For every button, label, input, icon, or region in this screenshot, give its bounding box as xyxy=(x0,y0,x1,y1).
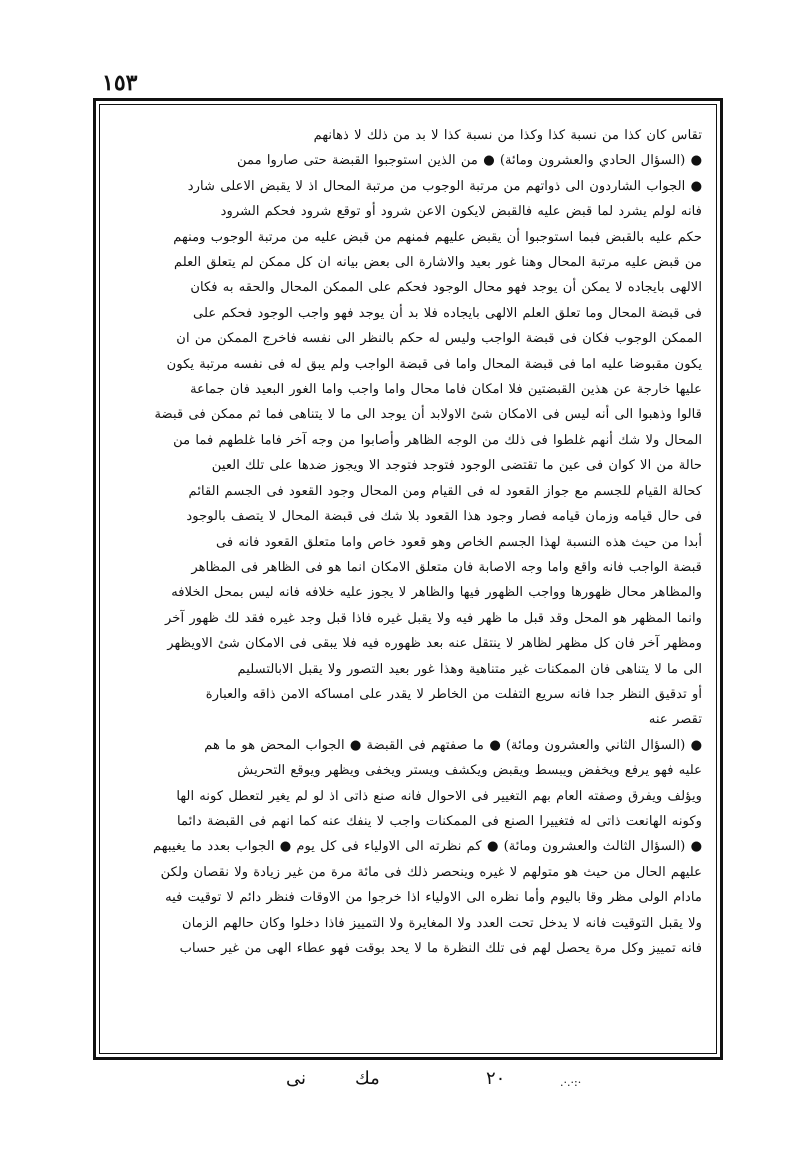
text-line: عليهم الحال من حيث هو متولهم لا غيره وينحصر ذلك فى مائة مرة من غير زيادة ولا نقصان ولكن xyxy=(160,864,702,880)
text-line: ويؤلف ويفرق وصفته العام بهم التغيير فى الاحوال فانه صنع ذاتى اذ لو لم يغير لتعطل كونه الها xyxy=(176,788,702,804)
text-line: من قبض عليه مرتبة المحال وهنا غور بعيد والاشارة الى بعض بيانه ان كل ممكن لم يتعلق العلم xyxy=(173,255,702,271)
text-line: الى ما لا يتناهى فان الممكنات غير متناهية وهذا غور بعيد التصور ولا يقبل الابالتسليم xyxy=(237,661,702,677)
text-line: فى قبضة المحال وما تعلق العلم الالهى بايجاده فلا بد أن يوجد فهو واجب الوجود فحكم على xyxy=(193,305,702,321)
text-block xyxy=(114,123,702,1043)
text-line: فى حال قيامه وزمان قيامه فصار وجود هذا القعود بلا شك فى قبضة المحال لا يتصف بالوجود xyxy=(186,509,702,525)
text-line: فانه تمييز وكل مرة يحصل لهم فى تلك النظرة ما لا يحد بوقت فهو عطاء الهى من غير حساب xyxy=(179,941,702,956)
text-line: قبضة الواجب فانه واقع واما وجه الاصابة فان متعلق الامكان انما هو فى الظاهر فى المظاهر xyxy=(191,559,702,575)
text-line: الممكن الوجوب فكان فى قبضة الواجب وليس له حكم بالنظر الى نفسه فاخرج الممكن من ان xyxy=(176,331,702,347)
text-line: ● الجواب الشاردون الى ذواتهم من مرتبة الوجوب من مرتبة المحال اذ لا يقبض الاعلى شارد xyxy=(187,178,702,194)
text-line: مادام الولى مظر وقا باليوم وأما نظره الى الاولياء اذا خرجوا من الاوقات فنظر دائم لا توقيت فيه xyxy=(165,890,702,906)
text-line: عليها خارجة عن هذين القبضتين فلا امكان فاما محال واما واجب واما الغور البعيد فان جماعة xyxy=(190,382,702,398)
text-line: ولا يقبل التوقيت فانه لا يدخل تحت العدد ولا المغايرة ولا التمييز فاذا دخلوا وكان حالهم الزمان xyxy=(182,915,702,931)
text-line: حالة من الا كوان فى عين ما تقتضى الوجود فتوجد فتوجد الا ويجوز ضدها على تلك العين xyxy=(211,458,702,474)
text-line: فانه لولم يشرد لما قبض عليه فالقبض لايكون الاعن شرود أو توقع شرود فحكم الشرود xyxy=(220,204,702,220)
text-line: عليه فهو يرفع ويخفض ويبسط ويقبض ويكشف ويستر ويخفى ويظهر ويوقع التحريش xyxy=(237,763,702,779)
text-line: المحال ولا شك أنهم غلطوا فى ذلك من الوجه الظاهر وأصابوا من وجه آخر فاما غلطهم فما من xyxy=(173,432,702,448)
text-line: ● (السؤال الحادي والعشرون ومائة) ● من الذين استوجبوا القبضة حتى صاروا ممن xyxy=(236,153,702,169)
page-number: ١٥٣ xyxy=(102,70,138,96)
text-line: يكون مقبوضا عليه اما فى قبضة المحال واما فى قبضة الواجب ولم يبق له فى نفسه مرتبة يكون xyxy=(166,356,702,372)
text-line: ● (السؤال الثالث والعشرون ومائة) ● كم نظرته الى الاولياء فى كل يوم ● الجواب بعدد ما يغيبهم xyxy=(153,839,702,855)
text-line: ومظهر آخر فان كل مظهر لظاهر لا ينتقل عنه بعد ظهوره فيه فلا يبقى فى الامكان شئ الاويظهر xyxy=(167,636,702,652)
text-line: وكونه الهانعت ذاتى له فتغييرا الصنع فى الممكنات واجب لا ينفك عنه كما انهم فى القبضة دائما xyxy=(176,813,702,829)
signature-number: ٢٠ xyxy=(486,1068,506,1089)
text-line: تقصر عنه xyxy=(648,712,702,728)
page-frame-inner xyxy=(99,104,717,1054)
text-line: كحالة القيام للجسم مع جواز القعود له فى القيام ومن المحال وجود القعود فى الجسم القائم xyxy=(188,483,702,499)
signature-letters: مك xyxy=(355,1068,380,1089)
footer xyxy=(0,1068,800,1098)
page-frame xyxy=(93,98,723,1060)
text-line: تقاس كان كذا من نسبة كذا وكذا من نسبة كذا لا بد من ذلك لا ذهانهم xyxy=(313,128,702,143)
signature-letters-2: نى xyxy=(286,1068,307,1089)
text-line: حكم عليه بالقبض فبما استوجبوا أن يقبض عليهم فمنهم من قبض عليه من مرتبة الوجوب ومنهم xyxy=(173,229,702,245)
text-line: أو تدقيق النظر جدا فانه سريع التفلت من الخاطر لا يقدر على امساكه الامن ذاقه والعبارة xyxy=(205,686,702,702)
text-line: أبدا من حيث هذه النسبة لهذا الجسم الخاص وهو قعود خاص واما متعلق القعود فانه فى xyxy=(215,534,702,550)
text-line: وانما المظهر هو المحل وقد قبل ما ظهر فيه ولا يقبل غيره فاذا قبل وجد غيره فقد لك ظهور آخر xyxy=(165,610,702,626)
footer-marks: ·:·.·. xyxy=(560,1076,582,1089)
text-line: والمظاهر محال ظهورها وواجب الظهور فيها والظاهر لا يجوز عليه خلافه فانه ليس بمحل الخلافه xyxy=(171,585,702,601)
text-line: قالوا وذهبوا الى أنه ليس فى الامكان شئ الاولابد أن يوجد الى ما لا يتناهى فما ثم ممكن فى قبضة xyxy=(154,407,702,423)
text-line: الالهى بايجاده لا يمكن أن يوجد فهو محال الوجود فحكم على الممكن المحال والحقه به فكان xyxy=(190,280,702,296)
text-line: ● (السؤال الثاني والعشرون ومائة) ● ما صفتهم فى القبضة ● الجواب المحض هو ما هم xyxy=(204,737,702,753)
